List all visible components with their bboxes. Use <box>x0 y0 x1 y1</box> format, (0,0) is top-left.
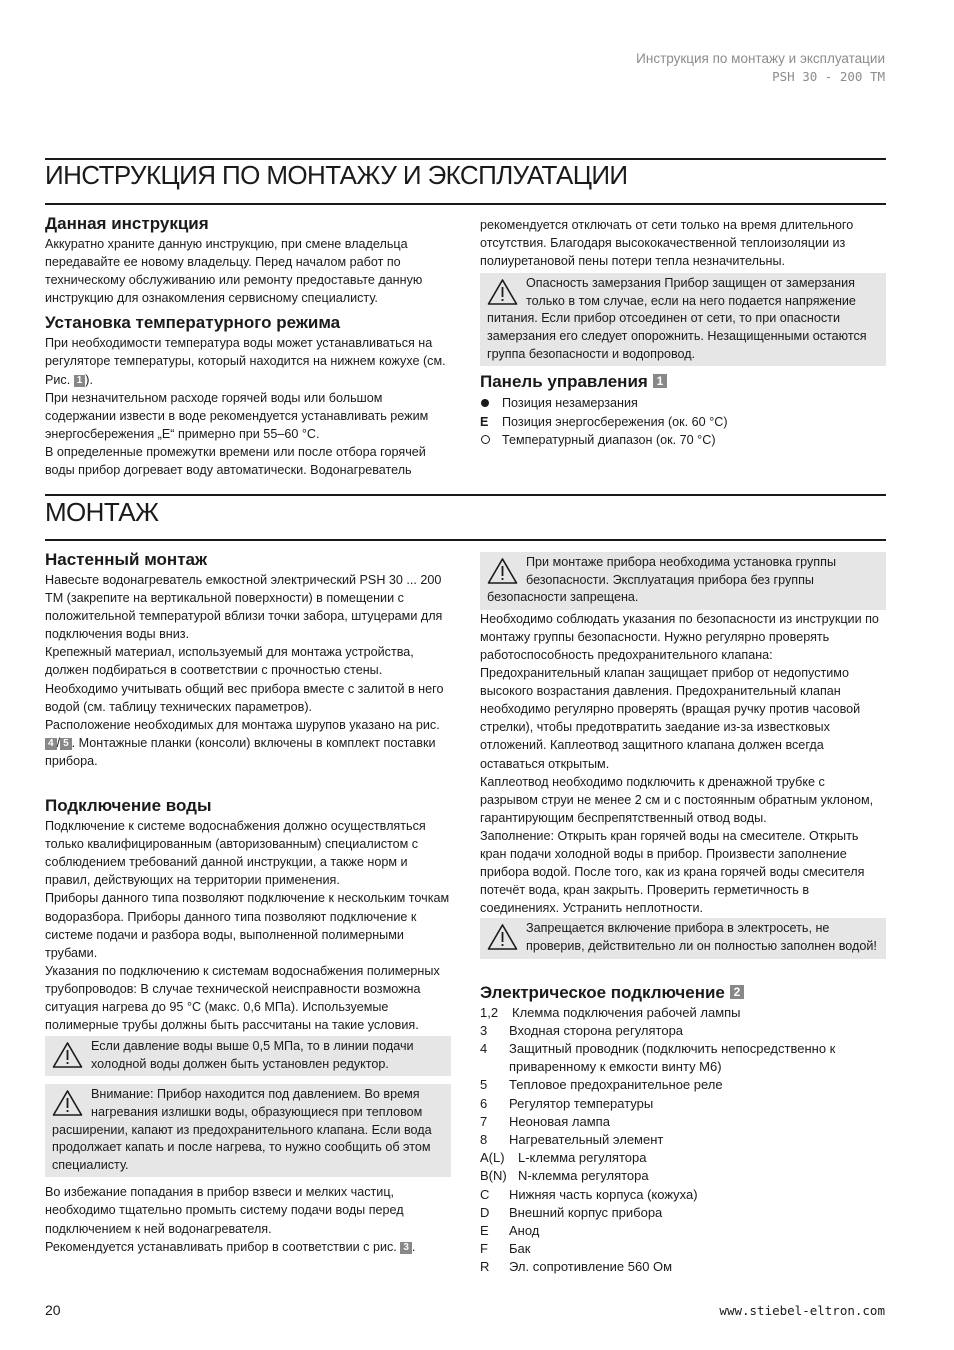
electrical-legend-list <box>480 1004 886 1277</box>
running-header <box>636 50 885 86</box>
list-item: 1,2 Клемма подключения рабочей лампы <box>480 1004 741 1020</box>
paragraph: Указания по подключению к системам водоснабжения полимерных трубопроводов: В случае технической неисправности возможна ситуация нагрева до 95 °C (макс. 0,6 МПа). Используемые полимерные трубы должны быть рассчитаны на такие условия. <box>45 963 440 1033</box>
paragraph: Каплеотвод необходимо подключить к дренажной трубке с разрывом струи не менее 2 см и с постоянным обратным уклоном, гарантирующим беспрепятственный отвод воды. <box>480 774 874 825</box>
list-item: 3 Входная сторона регулятора <box>480 1022 684 1038</box>
energy-saving-symbol: E <box>480 414 489 429</box>
heading-temperature-setting: Установка температурного режима <box>45 313 341 333</box>
list-item: E Позиция энергосбережения (ок. 60 °C) <box>480 413 886 432</box>
empty-circle-icon <box>480 431 502 450</box>
warning-triangle-icon <box>52 1089 83 1117</box>
paragraph: Во избежание попадания в прибор взвеси и мелких частиц, необходимо тщательно промыть систему подачи воды перед подключением к ней водонагревателя. <box>45 1185 404 1236</box>
section-title: ИНСТРУКЦИЯ ПО МОНТАЖУ И ЭКСПЛУАТАЦИИ <box>45 160 628 190</box>
figure-ref: 1 <box>653 374 668 388</box>
heading-wall-mounting: Настенный монтаж <box>45 550 208 569</box>
warning-triangle-icon <box>487 278 518 306</box>
figure-ref: 1 <box>74 375 86 387</box>
paragraph: Подключение к системе водоснабжения должно осуществляться только квалифицированным (авторизованным) специалистом с соблюдением требований данной инструкции, а также норм и правил, действующих на территории применения. <box>45 819 426 888</box>
warning-box-pressure: Внимание: Прибор находится под давлением. Во время нагревания излишки воды, образующиеся при тепловом расширении, капают из предохранительного клапана. Если вода продолжает капать и после нагрева, то нужно сообщить об этом специалисту. <box>45 1084 451 1177</box>
heading-this-instruction: Данная инструкция <box>45 214 209 233</box>
control-positions-list <box>480 394 886 450</box>
list-item: B(N) N-клемма регулятора <box>480 1168 649 1184</box>
warning-box-frost: Опасность замерзания Прибор защищен от замерзания только в том случае, если на него подается напряжение питания. Если прибор отсоединен от сети, то при опасности замерзания его следует опорожнить. Незащищенными остаются группа безопасности и водопровод. <box>480 273 886 366</box>
list-item: F Бак <box>480 1241 531 1257</box>
figure-ref: 3 <box>400 1242 412 1254</box>
list-item: 8 Нагревательный элемент <box>480 1131 664 1147</box>
section-title: МОНТАЖ <box>45 497 159 527</box>
list-item: 5 Тепловое предохранительное реле <box>480 1077 723 1093</box>
heading-water-connection: Подключение воды <box>45 796 212 816</box>
section2-left-column <box>45 549 451 1256</box>
list-item: C Нижняя часть корпуса (кожуха) <box>480 1186 698 1202</box>
paragraph: Расположение необходимых для монтажа шурупов указано на рис. 4 / 5 . Монтажные планки (консоли) включены в комплект поставки прибора. <box>45 717 440 768</box>
section-rule-bottom <box>45 203 886 205</box>
list-item: Температурный диапазон (ок. 70 °C) <box>480 431 886 450</box>
paragraph: При необходимости температура воды может устанавливаться на регуляторе температуры, который находится на нижнем кожухе (см. Рис. 1 ). <box>45 336 446 387</box>
heading-control-panel: Панель управления 1 <box>480 371 886 393</box>
warning-box-pressure-reducer: Если давление воды выше 0,5 МПа, то в линии подачи холодной воды должен быть установлен редуктор. <box>45 1036 451 1076</box>
section1-left-column <box>45 213 451 479</box>
page-number: 20 <box>45 1302 61 1318</box>
header-model: PSH 30 - 200 TM <box>772 69 885 84</box>
warning-box-safety-group: При монтаже прибора необходима установка группы безопасности. Эксплуатация прибора без группы безопасности запрещена. <box>480 552 886 610</box>
warning-triangle-icon <box>487 923 518 951</box>
figure-ref: 4 <box>45 738 57 750</box>
paragraph: Крепежный материал, используемый для монтажа устройства, должен подбираться в соответствии с прочностью стены. Необходимо учитывать общий вес прибора вместе с залитой в него водой (см. таблицу технических параметров). <box>45 645 444 714</box>
paragraph: Приборы данного типа позволяют подключение к нескольким точкам водоразбора. Приборы данного типа позволяют подключение к системе подачи и разбора воды, выполненной полимерными трубами. <box>45 891 450 960</box>
heading-electrical-connection: Электрическое подключение 2 <box>480 982 886 1004</box>
paragraph: При незначительном расходе горячей воды или большом содержании извести в воде рекомендуется устанавливать режим энергосбережения „E“ примерно при 55–60 °C. <box>45 390 429 441</box>
header-doc-title: Инструкция по монтажу и эксплуатации <box>636 51 885 66</box>
paragraph: рекомендуется отключать от сети только на время длительного отсутствия. Благодаря высококачественной теплоизоляции из полиуретановой пены потери тепла незначительны. <box>480 218 854 269</box>
paragraph: В определенные промежутки времени или после отбора горячей воды прибор догревает воду автоматически. Водонагреватель <box>45 444 426 478</box>
figure-ref: 2 <box>730 985 745 999</box>
section-rule-top <box>45 494 886 496</box>
list-item: A(L) L-клемма регулятора <box>480 1150 647 1166</box>
paragraph: Навесьте водонагреватель емкостной электрический PSH 30 ... 200 TM (закрепите на вертикальной поверхности) в помещении с положительной температурой вблизи точки забора, штуцерами для подключения воды вниз. <box>45 573 443 642</box>
list-item: E Анод <box>480 1223 540 1238</box>
warning-triangle-icon <box>487 557 518 585</box>
filled-circle-icon <box>480 394 502 413</box>
section1-right-column <box>480 216 886 450</box>
list-item: R Эл. сопротивление 560 Ом <box>480 1259 673 1275</box>
section-rule-bottom <box>45 539 886 541</box>
paragraph: Заполнение: Открыть кран горячей воды на смесителе. Открыть кран подачи холодной воды в прибор. Произвести заполнение прибора водой. После того, как из крана горячей воды смесителя потечёт вода, кран закрыть. Проверить герметичность в соединениях. Устранить неплотности. <box>480 828 865 916</box>
list-item: 7 Неоновая лампа <box>480 1113 610 1129</box>
paragraph: Рекомендуется устанавливать прибор в соответствии с рис. 3 . <box>45 1239 416 1254</box>
footer-url[interactable]: www.stiebel-eltron.com <box>719 1303 885 1318</box>
list-item: 6 Регулятор температуры <box>480 1095 654 1111</box>
paragraph: Аккуратно храните данную инструкцию, при смене владельца передавайте ее новому владельцу. Перед началом работ по техническому обслуживанию или ремонту предоставьте данную инструкцию для ознакомления сервисному специалисту. <box>45 237 423 306</box>
figure-ref: 5 <box>60 738 72 750</box>
list-item: D Внешний корпус прибора <box>480 1204 663 1220</box>
warning-box-filling: Запрещается включение прибора в электросеть, не проверив, действительно ли он полностью заполнен водой! <box>480 918 886 958</box>
list-item: Позиция незамерзания <box>480 394 886 413</box>
section2-right-column <box>480 552 886 1277</box>
warning-triangle-icon <box>52 1041 83 1069</box>
paragraph: Необходимо соблюдать указания по безопасности из инструкции по монтажу группы безопасности. Нужно регулярно проверять работоспособность предохранительного клапана: Предохранительный клапан защищает прибор от недопустимо высокого возрастания давления. Предохранительный клапан необходимо регулярно проверять (вращая ручку против часовой стрелки), чтобы предотвратить заедание из-за известковых отложений. Каплеотвод защитного клапана должен всегда оставаться открытым. <box>480 611 879 771</box>
list-item: 4 Защитный проводник (подключить непосредственно к приваренному к емкости винту М6) <box>480 1040 836 1075</box>
